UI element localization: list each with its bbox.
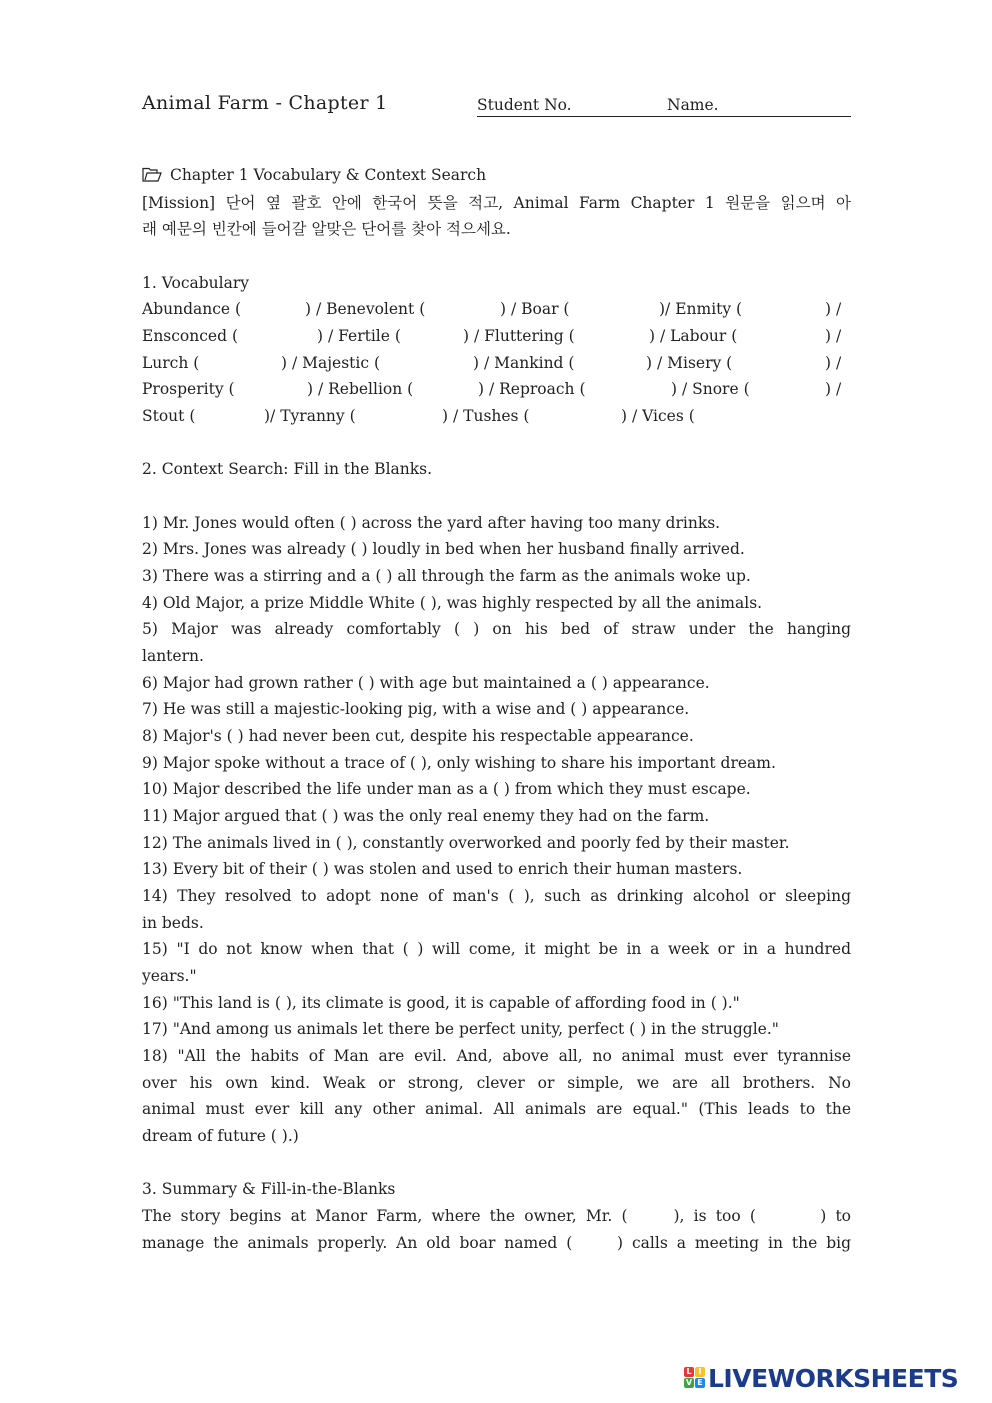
context-item: 17) "And among us animals let there be perfect unity, perfect ( ) in the struggle." — [142, 1020, 779, 1038]
vocab-cell: ) / — [825, 300, 842, 318]
context-item: 4) Old Major, a prize Middle White ( ), was highly respected by all the animals. — [142, 594, 763, 612]
context-item: 14) They resolved to adopt none of man's ( ), such as drinking alcohol or sleeping — [142, 887, 851, 905]
page-title: Animal Farm - Chapter 1 — [142, 92, 388, 114]
section-heading-text: Chapter 1 Vocabulary & Context Search — [170, 166, 487, 184]
section-heading — [142, 165, 851, 185]
context-item: 10) Major described the life under man as a ( ) from which they must escape. — [142, 780, 751, 798]
vocab-cell: Abundance ( — [142, 300, 242, 318]
vocab-cell: ) / Boar ( — [500, 300, 570, 318]
vocabulary-heading: 1. Vocabulary — [142, 274, 250, 292]
worksheet-header — [142, 92, 851, 118]
vocab-cell: ) / Misery ( — [646, 354, 733, 372]
mission-line-2: 래 예문의 빈칸에 들어갈 알맞은 단어를 찾아 적으세요. — [142, 220, 511, 238]
context-item: 16) "This land is ( ), its climate is good, it is capable of affording food in ( )." — [142, 994, 740, 1012]
vocab-cell: ) / Fertile ( — [317, 327, 401, 345]
context-search-heading: 2. Context Search: Fill in the Blanks. — [142, 460, 433, 478]
vocab-cell: ) / Mankind ( — [473, 354, 575, 372]
logo-mark — [684, 1367, 706, 1389]
logo-text: LIVEWORKSHEETS — [708, 1364, 959, 1393]
vocab-cell: ) / Tushes ( — [442, 407, 530, 425]
logo-letter: I — [695, 1367, 705, 1377]
vocab-cell: Ensconced ( — [142, 327, 238, 345]
context-item-continuation: in beds. — [142, 914, 204, 932]
context-item: 11) Major argued that ( ) was the only real enemy they had on the farm. — [142, 807, 710, 825]
context-item: 15) "I do not know when that ( ) will come, it might be in a week or in a hundred — [142, 940, 851, 958]
context-item: 13) Every bit of their ( ) was stolen and used to enrich their human masters. — [142, 860, 743, 878]
context-item: 8) Major's ( ) had never been cut, despite his respectable appearance. — [142, 727, 694, 745]
summary-line-1: The story begins at Manor Farm, where the owner, Mr. ( ), is too ( ) to — [142, 1207, 851, 1225]
folder-icon — [142, 167, 162, 183]
context-item-continuation: dream of future ( ).) — [142, 1127, 299, 1145]
vocab-cell: )/ Enmity ( — [659, 300, 743, 318]
context-item-continuation: animal must ever kill any other animal. All animals are equal." (This leads to the — [142, 1100, 851, 1118]
context-item: 12) The animals lived in ( ), constantly overworked and poorly fed by their master. — [142, 834, 790, 852]
logo-letter: V — [685, 1378, 693, 1387]
context-item-continuation: over his own kind. Weak or strong, clever or simple, we are all brothers. No — [142, 1074, 851, 1092]
context-item: 5) Major was already comfortably ( ) on his bed of straw under the hanging — [142, 620, 851, 638]
context-item-continuation: lantern. — [142, 647, 204, 665]
vocab-cell: ) / Vices ( — [621, 407, 695, 425]
summary-heading: 3. Summary & Fill-in-the-Blanks — [142, 1180, 396, 1198]
vocab-cell: ) / Rebellion ( — [307, 380, 414, 398]
vocab-cell: ) / — [825, 380, 842, 398]
context-item-continuation: years." — [142, 967, 197, 985]
vocab-cell: ) / — [825, 327, 842, 345]
vocab-cell: ) / Benevolent ( — [305, 300, 426, 318]
vocab-cell: ) / Majestic ( — [281, 354, 381, 372]
mission-line-1: [Mission] 단어 옆 괄호 안에 한국어 뜻을 적고, Animal Farm Chapter 1 원문을 읽으며 아 — [142, 194, 851, 212]
vocab-cell: ) / Reproach ( — [478, 380, 586, 398]
vocab-cell: ) / — [825, 354, 842, 372]
context-item: 3) There was a stirring and a ( ) all through the farm as the animals woke up. — [142, 567, 751, 585]
logo-letter: E — [695, 1378, 705, 1388]
summary-line-2: manage the animals properly. An old boar named ( ) calls a meeting in the big — [142, 1234, 851, 1252]
vocab-cell: ) / Fluttering ( — [463, 327, 575, 345]
context-item: 1) Mr. Jones would often ( ) across the yard after having too many drinks. — [142, 514, 721, 532]
context-item: 2) Mrs. Jones was already ( ) loudly in bed when her husband finally arrived. — [142, 540, 745, 558]
context-item: 6) Major had grown rather ( ) with age but maintained a ( ) appearance. — [142, 674, 710, 692]
context-item: 7) He was still a majestic-looking pig, with a wise and ( ) appearance. — [142, 700, 690, 718]
vocab-cell: Lurch ( — [142, 354, 200, 372]
logo-letter: L — [684, 1367, 694, 1377]
vocab-cell: Prosperity ( — [142, 380, 235, 398]
vocab-cell: ) / Snore ( — [671, 380, 750, 398]
vocab-cell: ) / Labour ( — [649, 327, 738, 345]
vocab-cell: )/ Tyranny ( — [264, 407, 356, 425]
vocab-cell: Stout ( — [142, 407, 196, 425]
student-no-label: Student No. — [477, 96, 572, 114]
context-item: 18) "All the habits of Man are evil. And, above all, no animal must ever tyrannise — [142, 1047, 851, 1065]
context-item: 9) Major spoke without a trace of ( ), only wishing to share his important dream. — [142, 754, 776, 772]
name-label: Name. — [667, 96, 719, 114]
student-info-line — [477, 96, 851, 117]
